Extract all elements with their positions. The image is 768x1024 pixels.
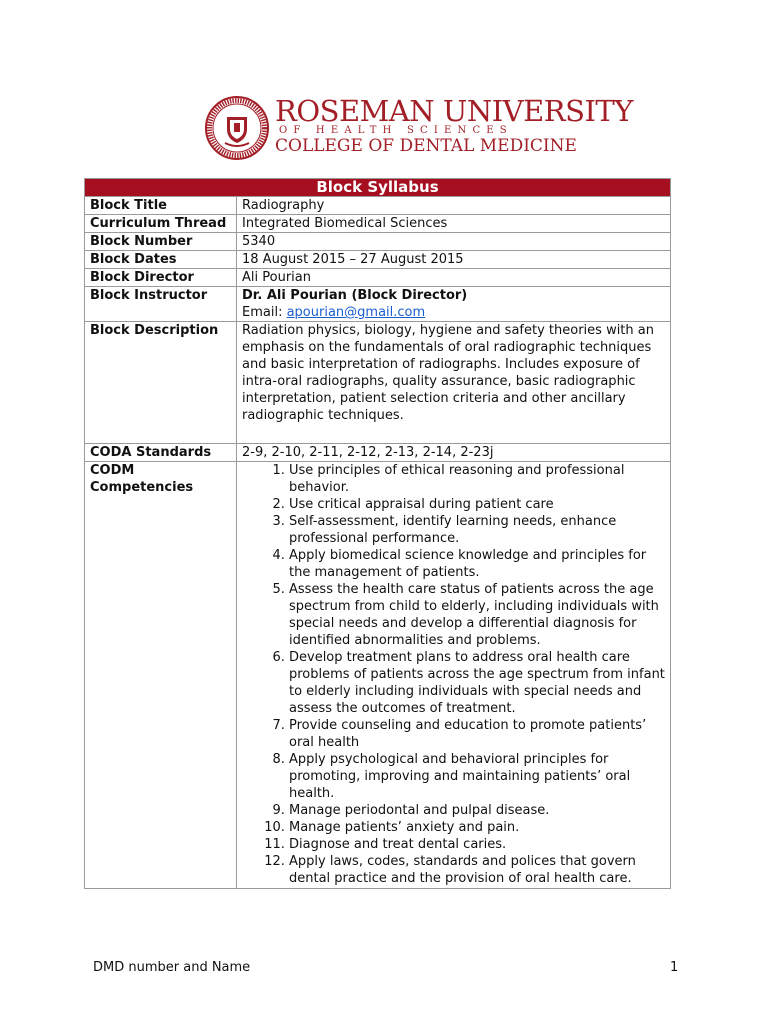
table-row (85, 322, 671, 444)
list-item: 1. Use principles of ethical reasoning and professional behavior. (289, 462, 665, 496)
row-label: Block Director (85, 269, 237, 287)
table-row (85, 269, 671, 287)
row-label: Block Dates (85, 251, 237, 269)
row-label: Block Instructor (85, 287, 237, 322)
row-label: CODA Standards (85, 444, 237, 462)
row-label: Block Description (85, 322, 237, 444)
table-row (85, 287, 671, 322)
table-row (85, 215, 671, 233)
instructor-email-line (242, 304, 665, 321)
table-title: Block Syllabus (85, 179, 671, 197)
instructor-name: Dr. Ali Pourian (Block Director) (242, 288, 468, 303)
university-header (205, 94, 633, 162)
block-director-value: Ali Pourian (237, 269, 671, 287)
block-instructor-cell (237, 287, 671, 322)
competencies-cell (237, 462, 671, 889)
footer-dmd-label: DMD number and Name (93, 960, 251, 975)
table-row (85, 233, 671, 251)
table-row (85, 462, 671, 889)
table-row (85, 251, 671, 269)
email-label: Email: (242, 305, 287, 320)
row-label: CODM Competencies (85, 462, 237, 889)
competencies-list (242, 462, 665, 887)
list-item: 8. Apply psychological and behavioral principles for promoting, improving and maintaining patients’ oral health. (289, 751, 665, 802)
table-row (85, 197, 671, 215)
list-item: 2. Use critical appraisal during patient care (289, 496, 665, 513)
block-dates-value: 18 August 2015 – 27 August 2015 (237, 251, 671, 269)
row-label: Block Number (85, 233, 237, 251)
row-label: Curriculum Thread (85, 215, 237, 233)
university-subtitle: OF HEALTH SCIENCES (279, 125, 513, 136)
instructor-email-link[interactable]: apourian@gmail.com (286, 305, 426, 320)
list-item: 11. Diagnose and treat dental caries. (289, 836, 665, 853)
list-item: 6. Develop treatment plans to address oral health care problems of patients across the age spectrum from infant to elderly including individuals with special needs and assess the outcomes of treatment. (289, 649, 665, 717)
list-item: 10. Manage patients’ anxiety and pain. (289, 819, 665, 836)
table-title-row (85, 179, 671, 197)
block-syllabus-table (84, 178, 671, 889)
college-name: COLLEGE OF DENTAL MEDICINE (275, 136, 577, 156)
list-item: 7. Provide counseling and education to promote patients’ oral health (289, 717, 665, 751)
page-number: 1 (670, 960, 679, 975)
block-number-value: 5340 (237, 233, 671, 251)
list-item: 3. Self-assessment, identify learning needs, enhance professional performance. (289, 513, 665, 547)
coda-standards-value: 2-9, 2-10, 2-11, 2-12, 2-13, 2-14, 2-23j (237, 444, 671, 462)
university-seal-icon (205, 96, 269, 160)
university-name: ROSEMAN UNIVERSITY (275, 94, 633, 128)
block-description-value: Radiation physics, biology, hygiene and safety theories with an emphasis on the fundamentals of oral radiographic techniques and basic interpretation of radiographs. Includes exposure of intra-oral radiographs, quality assurance, basic radiographic interpretation, patient selection criteria and other ancillary radiographic techniques. (237, 322, 671, 444)
list-item: 4. Apply biomedical science knowledge and principles for the management of patients. (289, 547, 665, 581)
row-label: Block Title (85, 197, 237, 215)
table-row (85, 444, 671, 462)
list-item: 5. Assess the health care status of patients across the age spectrum from child to elderly, including individuals with special needs and develop a differential diagnosis for identified abnormalities and problems. (289, 581, 665, 649)
list-item: 12. Apply laws, codes, standards and polices that govern dental practice and the provision of oral health care. (289, 853, 665, 887)
list-item: 9. Manage periodontal and pulpal disease. (289, 802, 665, 819)
block-title-value: Radiography (237, 197, 671, 215)
curriculum-thread-value: Integrated Biomedical Sciences (237, 215, 671, 233)
